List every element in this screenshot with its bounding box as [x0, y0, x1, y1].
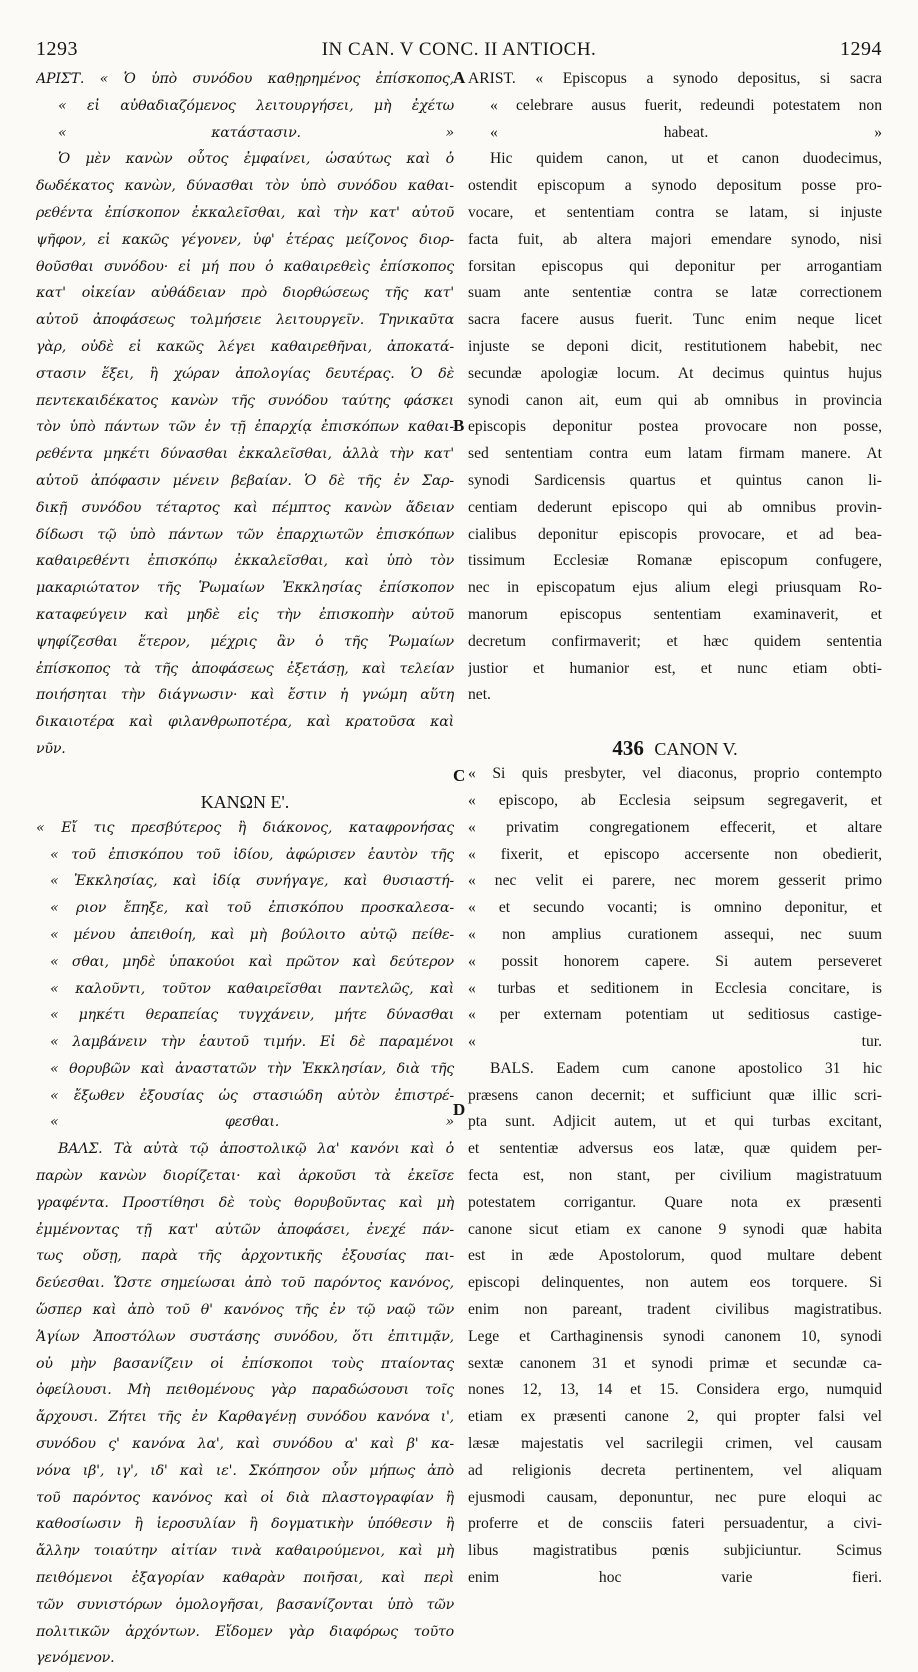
text-line: « σθαι, μηδὲ ὑπακούοι καὶ πρῶτον καὶ δεύτερον — [50, 953, 454, 970]
text-line: ostendit episcopum a synodo depositum posse pro- — [468, 177, 882, 195]
text-line: secundæ apologiæ locum. At decimus quintus hujus — [468, 364, 882, 382]
text-line: τὸν ὑπὸ πάντων τῶν ἐν τῇ ἐπαρχίᾳ ἐπισκόπων καθαι- — [36, 419, 454, 436]
text-line: justior et humanior est, et nunc etiam obti- — [468, 659, 882, 677]
latin-canon-title: CANON V. — [654, 739, 738, 760]
text-line: ejusmodi causam, deponuntur, nec pure eloqui ac — [468, 1488, 882, 1506]
text-line: δωδέκατος κανὼν, δύνασθαι τὸν ὑπὸ συνόδου καθαι- — [36, 178, 454, 195]
text-line: vocare, et sententiam contra se latam, si injuste — [468, 203, 882, 221]
text-line: γενόμενον. — [36, 1650, 115, 1667]
text-line: injuste se deponi dicit, restitutionem habebit, nec — [468, 337, 882, 355]
text-line: decretum confirmaverit; et hæc quidem sententia — [468, 632, 882, 650]
margin-marker-c: C — [453, 766, 466, 785]
text-line: ὥσπερ καὶ ἀπὸ τοῦ θ' κανόνος τῆς ἐν τῷ ναῷ τῶν — [36, 1302, 454, 1319]
text-line: « τοῦ ἐπισκόπου τοῦ ἰδίου, ἀφώρισεν ἑαυτὸν τῆς — [50, 846, 454, 863]
text-line: Ὁ μὲν κανὼν οὗτος ἐμφαίνει, ὡσαύτως καὶ ὁ — [58, 151, 454, 168]
text-line: ἐμμένοντας τῇ κατ' αὐτῶν ἀποφάσει, ἐνεχέ πάν- — [36, 1221, 454, 1238]
text-line: ρεθέντα μηκέτι δύνασθαι ἐκκαλεῖσθαι, ἀλλὰ τὴν κατ' — [36, 446, 454, 463]
text-line: παρὼν κανὼν διορίζεται· καὶ ἀρκοῦσι τὰ ἐκεῖσε — [36, 1168, 454, 1185]
text-line: præsens canon decernit; et sufficiunt quæ illic scri- — [468, 1086, 882, 1104]
text-line: tissimum Ecclesiæ Romanæ episcopum confugere, — [468, 552, 882, 570]
text-line: καθοσίωσιν ἢ ἱεροσυλίαν ἢ δογματικὴν ὑπόθεσιν ἢ — [36, 1516, 454, 1533]
text-line: BALS. Eadem cum canone apostolico 31 hic — [490, 1059, 882, 1077]
text-line: « celebrare ausus fuerit, redeundi potestatem non — [490, 96, 882, 114]
text-line: « λαμβάνειν τὴν ἑαυτοῦ τιμήν. Εἰ δὲ παραμένοι — [50, 1034, 454, 1051]
text-line: « per externam potentiam ut seditiosus castige- — [468, 1006, 882, 1024]
text-line: canone sicut etiam ex canone 9 synodi quæ habita — [468, 1220, 882, 1238]
text-line: facta fuit, ab altera majori emendare synodo, nisi — [468, 230, 882, 248]
text-line: etiam ex præsenti canone 2, qui propter falsi vel — [468, 1408, 882, 1426]
text-line: nones 12, 13, 14 et 15. Considera ergo, numquid — [468, 1381, 882, 1399]
running-title: IN CAN. V CONC. II ANTIOCH. — [321, 39, 597, 60]
text-line: Lege et Carthaginensis synodi canonem 10, synodi — [468, 1327, 882, 1345]
latin-column — [468, 66, 882, 1592]
running-header — [36, 38, 882, 68]
text-line: ἐπίσκοπος τὰ τῆς ἀποφάσεως ἐξετάσῃ, καὶ τελείαν — [36, 660, 454, 677]
text-line: καταφεύγειν καὶ μηδὲ εἰς τὴν ἐπισκοπὴν αὐτοῦ — [36, 606, 454, 623]
page-number-left: 1293 — [36, 38, 78, 60]
text-line: ψῆφον, εἰ κακῶς γέγονεν, ὑφ' ἑτέρας μείζονος διορ- — [36, 231, 454, 248]
text-line: πεντεκαιδέκατος κανὼν τῆς συνόδου ταύτης φάσκει — [36, 392, 454, 409]
text-line: sacra facere ausus fuerit. Tunc enim neque licet — [468, 311, 882, 329]
text-line: enim hoc varie fieri. — [468, 1569, 882, 1587]
text-line: Hic quidem canon, ut et canon duodecimus, — [490, 150, 882, 168]
text-line: « κατάστασιν. » — [58, 124, 454, 141]
text-line: μακαριώτατον τῆς Ῥωμαίων Ἐκκλησίας ἐπίσκοπον — [36, 580, 454, 597]
text-line: pta sunt. Adjicit autem, ut et qui turbas excitant, — [468, 1113, 882, 1131]
greek-balsamon-section — [36, 1136, 454, 1672]
text-line: ΑΡΙΣΤ. « Ὁ ὑπὸ συνόδου καθῃρημένος ἐπίσκοπος, — [36, 71, 454, 87]
text-line: στασιν ἕξει, ἢ χώραν ἀπολογίας δευτέρας. Ὁ δὲ — [36, 365, 454, 382]
text-line: « Si quis presbyter, vel diaconus, proprio contempto — [468, 765, 882, 783]
text-line: « Εἴ τις πρεσβύτερος ἢ διάκονος, καταφρονήσας — [36, 819, 454, 836]
text-line: libus magistratibus pœnis subjiciuntur. Scimus — [468, 1542, 882, 1560]
text-line: « habeat. » — [490, 123, 882, 141]
text-line: δικῇ συνόδου τέταρτος καὶ πέμπτος κανὼν ἄδειαν — [36, 499, 454, 516]
greek-canon-text — [36, 815, 454, 1137]
text-line: ποιήσηται τὴν διάγνωσιν· καὶ ἔστιν ἡ γνώμη αὕτη — [36, 687, 454, 704]
text-line: τοῦ παρόντος κανόνος καὶ οἱ διὰ πλαστογραφίαν ἢ — [36, 1489, 454, 1506]
text-line: est in æde Apostolorum, quod multare debent — [468, 1247, 882, 1265]
margin-marker-d: D — [453, 1100, 466, 1119]
text-line: manorum episcopus sententiam examinaverit, et — [468, 605, 882, 623]
text-line: læsæ majestatis vel sacrilegii crimen, vel causam — [468, 1435, 882, 1453]
text-line: episcopis deponitur postea provocare non posse, — [468, 418, 882, 436]
greek-column — [36, 66, 454, 1672]
latin-canon-heading — [468, 735, 882, 761]
text-line: sed sententiam contra eum latam firmam manere. At — [468, 445, 882, 463]
text-line: συνόδου ς' κανόνα λα', καὶ συνόδου α' καὶ β' κα- — [36, 1436, 454, 1453]
text-line: « possit honorem capere. Si autem perseveret — [468, 952, 882, 970]
text-line: ad religionis decreta pertinentem, vel aliquam — [468, 1461, 882, 1479]
text-line: fecta est, non stant, per civilium magistratuum — [468, 1167, 882, 1185]
text-line: « εἰ αὐθαδιαζόμενος λειτουργήσει, μὴ ἐχέτω — [58, 97, 454, 114]
page-number-right: 1294 — [840, 38, 882, 60]
latin-aristenus-section — [468, 66, 882, 709]
text-line: « καλοῦντι, τοῦτον καθαιρεῖσθαι παντελῶς, καὶ — [50, 980, 454, 997]
text-line: θοῦσθαι συνόδου· εἰ μή που ὁ καθαιρεθεὶς ἐπίσκοπος — [36, 258, 454, 275]
text-line: γὰρ, οὐδὲ εἰ κακῶς λέγει καθαιρεθῆναι, ἀποκατά- — [36, 338, 454, 355]
text-line: ὀφείλουσι. Μὴ πειθομένους γὰρ παραδώσουσι τοῖς — [36, 1382, 454, 1399]
text-line: « θορυβῶν καὶ ἀναστατῶν τὴν Ἐκκλησίαν, διὰ τῆς — [50, 1060, 454, 1077]
text-line: δεύεσθαι. Ὥστε σημείωσαι ἀπὸ τοῦ παρόντος κανόνος, — [36, 1275, 454, 1292]
text-line: synodi canon ait, eum qui ab omnibus in provincia — [468, 391, 882, 409]
margin-marker-b: B — [453, 416, 465, 435]
text-line: τως οὔσῃ, παρὰ τῆς ἀρχοντικῆς ἐξουσίας παι- — [36, 1248, 454, 1265]
text-line: αὐτοῦ ἀποφάσεως τολμήσειε λειτουργεῖν. Τηνικαῦτα — [36, 312, 454, 329]
text-line: ἄρχουσι. Ζήτει τῆς ἐν Καρθαγένῃ συνόδου κανόνα ι', — [36, 1409, 454, 1426]
text-line: ρεθέντα ἐπίσκοπον ἐκκαλεῖσθαι, καὶ τὴν κατ' αὐτοῦ — [36, 204, 454, 221]
text-line: « Ἐκκλησίας, καὶ ἰδίᾳ συνήγαγε, καὶ θυσιαστή- — [50, 873, 454, 890]
text-line: potestatem corrigantur. Quare nota ex præsenti — [468, 1193, 882, 1211]
text-line: ARIST. « Episcopus a synodo depositus, si sacra — [468, 70, 882, 87]
text-line: « et secundo vocanti; is omnino deponitur, et — [468, 899, 882, 917]
text-line: ἄλλην τοιαύτην αἰτίαν τινὰ καθαιρούμενοι, καὶ μὴ — [36, 1543, 454, 1560]
text-line: « ἔξωθεν ἐξουσίας ὡς στασιώδη αὐτὸν ἐπιστρέ- — [50, 1087, 454, 1104]
margin-column-number: 436 — [612, 736, 644, 761]
text-line: net. — [468, 686, 491, 704]
text-line: « fixerit, et episcopo accersente non obedierit, — [468, 845, 882, 863]
text-line: οὐ μὴν βασανίζειν οἱ ἐπίσκοποι τοὺς πταίοντας — [36, 1355, 454, 1372]
text-line: « tur. — [468, 1033, 882, 1051]
text-line: πειθόμενοι ἐξαγορίαν καθαρὰν ποιῆσαι, καὶ περὶ — [36, 1570, 454, 1587]
text-line: episcopi delinquentes, non autem eos torquere. Si — [468, 1274, 882, 1292]
text-line: sextæ canonem 31 et synodi primæ et secundæ ca- — [468, 1354, 882, 1372]
text-line: ψηφίζεσθαι ἕτερον, μέχρις ἂν ὁ τῆς Ῥωμαίων — [36, 633, 454, 650]
greek-canon-heading: ΚΑΝΩΝ Ε'. — [200, 791, 290, 812]
text-line: cialibus deponitur episcopis provocare, et ad bea- — [468, 525, 882, 543]
text-line: γραφέντα. Προστίθησι δὲ τοὺς θορυβοῦντας καὶ μὴ — [36, 1194, 454, 1211]
text-line: νόνα ιβ', ιγ', ιδ' καὶ ιε'. Σκόπησον οὖν μήπως ἀπὸ — [36, 1462, 454, 1479]
text-line: τῶν συνιστόρων ὁμολογῆσαι, βασανίζονται ὑπὸ τῶν — [36, 1596, 454, 1613]
text-line: πολιτικῶν ἀρχόντων. Εἴδομεν γὰρ διαφόρως τοῦτο — [36, 1623, 454, 1640]
text-line: δίδωσι τῷ ὑπὸ πάντων τῶν ἐπαρχιωτῶν ἐπισκόπων — [36, 526, 454, 543]
text-line: δικαιοτέρα καὶ φιλανθρωποτέρα, καὶ κρατοῦσα καὶ — [36, 714, 454, 731]
text-line: « turbas et seditionem in Ecclesia concitare, is — [468, 979, 882, 997]
text-line: αὐτοῦ ἀπόφασιν μένειν βεβαίαν. Ὁ δὲ τῆς ἐν Σαρ- — [36, 472, 454, 489]
text-line: κατ' οἰκείαν αὐθάδειαν πρὸ διορθώσεως τῆς κατ' — [36, 285, 454, 302]
text-line: ΒΑΛΣ. Τὰ αὐτὰ τῷ ἀποστολικῷ λα' κανόνι καὶ ὁ — [58, 1141, 454, 1158]
text-line: « episcopo, ab Ecclesia seipsum segregaverit, et — [468, 791, 882, 809]
text-line: forsitan episcopus qui deponitur per arrogantiam — [468, 257, 882, 275]
text-line: suam ante sententiæ contra se latæ correctionem — [468, 284, 882, 302]
greek-aristenus-section — [36, 66, 454, 763]
latin-canon-text — [468, 761, 882, 1056]
text-line: « privatim congregationem effecerit, et altare — [468, 818, 882, 836]
text-line: et sententiæ adversus eos latæ, quæ quidem per- — [468, 1140, 882, 1158]
text-line: « non amplius curationem assequi, nec suum — [468, 925, 882, 943]
text-line: « μηκέτι θεραπείας τυγχάνειν, μήτε δύνασθαι — [50, 1007, 454, 1024]
text-line: « φεσθαι. » — [50, 1114, 454, 1131]
text-line: synodi Sardicensis quartus et quintus canon li- — [468, 471, 882, 489]
text-line: καθαιρεθέντι ἐπισκόπῳ ἐκκαλεῖσθαι, καὶ ὑπὸ τὸν — [36, 553, 454, 570]
text-line: enim non pareant, tradent civilibus magistratibus. — [468, 1301, 882, 1319]
latin-balsamon-section — [468, 1056, 882, 1592]
text-line: νῦν. — [36, 740, 66, 757]
margin-marker-a: A — [453, 68, 466, 87]
text-line: centiam dederunt episcopo qui ab omnibus provin- — [468, 498, 882, 516]
text-line: nec in episcopatum ejus alium elegi priusquam Ro- — [468, 579, 882, 597]
text-line: « nec velit ei parere, nec morem gesserit primo — [468, 872, 882, 890]
text-line: proferre et de consciis fateri persuadentur, a civi- — [468, 1515, 882, 1533]
text-line: Ἁγίων Ἀποστόλων συστάσης συνόδου, ὅτι ἐπιτιμᾷν, — [36, 1328, 454, 1345]
text-line: « ριον ἔπηξε, καὶ τοῦ ἐπισκόπου προσκαλεσα- — [50, 900, 454, 917]
text-line: « μένου ἀπειθοίη, καὶ μὴ βούλοιτο αὐτῷ πείθε- — [50, 926, 454, 943]
